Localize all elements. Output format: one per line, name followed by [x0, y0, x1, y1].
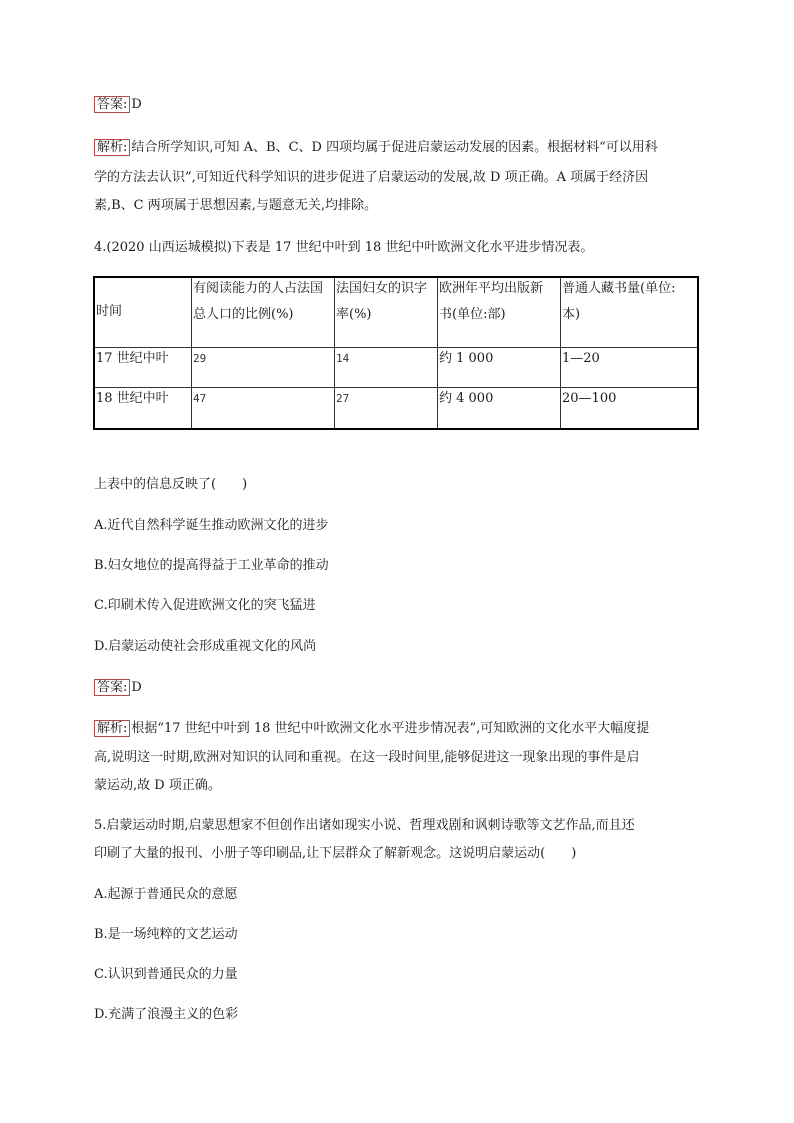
table-header-row	[94, 277, 698, 347]
answer-label: 答案:	[94, 679, 130, 696]
analysis-text: 根据“17 世纪中叶到 18 世纪中叶欧洲文化水平进步情况表”,可知欧洲的文化水平大幅度提	[131, 721, 650, 736]
table-cell: 约 4 000	[438, 387, 561, 429]
answer-value: D	[131, 680, 142, 695]
q4-question: 上表中的信息反映了( )	[94, 477, 248, 492]
q4-option-d: D.启蒙运动使社会形成重视文化的风尚	[94, 639, 317, 654]
q3-analysis-line-3: 素,B、C 两项属于思想因素,与题意无关,均排除。	[94, 198, 378, 213]
q5-stem-line-2: 印刷了大量的报刊、小册子等印刷品,让下层群众了解新观念。这说明启蒙运动( )	[94, 846, 577, 861]
analysis-label: 解析:	[94, 139, 130, 156]
q5-option-d: D.充满了浪漫主义的色彩	[94, 1007, 239, 1022]
q4-option-a: A.近代自然科学诞生推动欧洲文化的进步	[94, 518, 329, 533]
table-cell: 1—20	[561, 347, 699, 387]
table-cell: 14	[335, 347, 438, 387]
table-header-cell: 时间	[94, 277, 192, 347]
table-header-cell: 欧洲年平均出版新 书(单位:部)	[438, 277, 561, 347]
table-cell: 47	[192, 387, 335, 429]
answer-value: D	[131, 97, 142, 112]
q3-answer	[94, 96, 142, 114]
table-cell: 27	[335, 387, 438, 429]
analysis-label: 解析:	[94, 720, 130, 737]
table-row	[94, 387, 698, 429]
q4-option-b: B.妇女地位的提高得益于工业革命的推动	[94, 558, 329, 573]
q5-option-b: B.是一场纯粹的文艺运动	[94, 927, 238, 942]
table-header-cell: 普通人藏书量(单位: 本)	[561, 277, 699, 347]
q4-option-c: C.印刷术传入促进欧洲文化的突飞猛进	[94, 598, 316, 613]
q4-stem: 4.(2020 山西运城模拟)下表是 17 世纪中叶到 18 世纪中叶欧洲文化水平进步情况表。	[94, 240, 594, 255]
q4-analysis-line-3: 蒙运动,故 D 项正确。	[94, 778, 221, 793]
q3-analysis-line-1	[94, 139, 658, 157]
analysis-text: 结合所学知识,可知 A、B、C、D 四项均属于促进启蒙运动发展的因素。根据材料“可以用科	[131, 140, 658, 155]
q5-option-a: A.起源于普通民众的意愿	[94, 887, 238, 902]
q4-answer	[94, 679, 142, 697]
q3-analysis-line-2: 学的方法去认识”,可知近代科学知识的进步促进了启蒙运动的发展,故 D 项正确。A 项属于经济因	[94, 170, 649, 185]
table-row	[94, 347, 698, 387]
table-cell: 20—100	[561, 387, 699, 429]
q5-option-c: C.认识到普通民众的力量	[94, 967, 238, 982]
table-cell: 约 1 000	[438, 347, 561, 387]
answer-label: 答案:	[94, 96, 130, 113]
q4-analysis-line-1	[94, 720, 649, 738]
q4-analysis-line-2: 高,说明这一时期,欧洲对知识的认同和重视。在这一段时间里,能够促进这一现象出现的事件是启	[94, 750, 640, 765]
culture-progress-table	[93, 276, 699, 430]
table-cell: 18 世纪中叶	[94, 387, 192, 429]
table-header-cell: 法国妇女的识字 率(%)	[335, 277, 438, 347]
table-cell: 29	[192, 347, 335, 387]
q5-stem-line-1: 5.启蒙运动时期,启蒙思想家不但创作出诸如现实小说、哲理戏剧和讽刺诗歌等文艺作品,而且还	[94, 818, 635, 833]
table-cell: 17 世纪中叶	[94, 347, 192, 387]
table-header-cell: 有阅读能力的人占法国 总人口的比例(%)	[192, 277, 335, 347]
